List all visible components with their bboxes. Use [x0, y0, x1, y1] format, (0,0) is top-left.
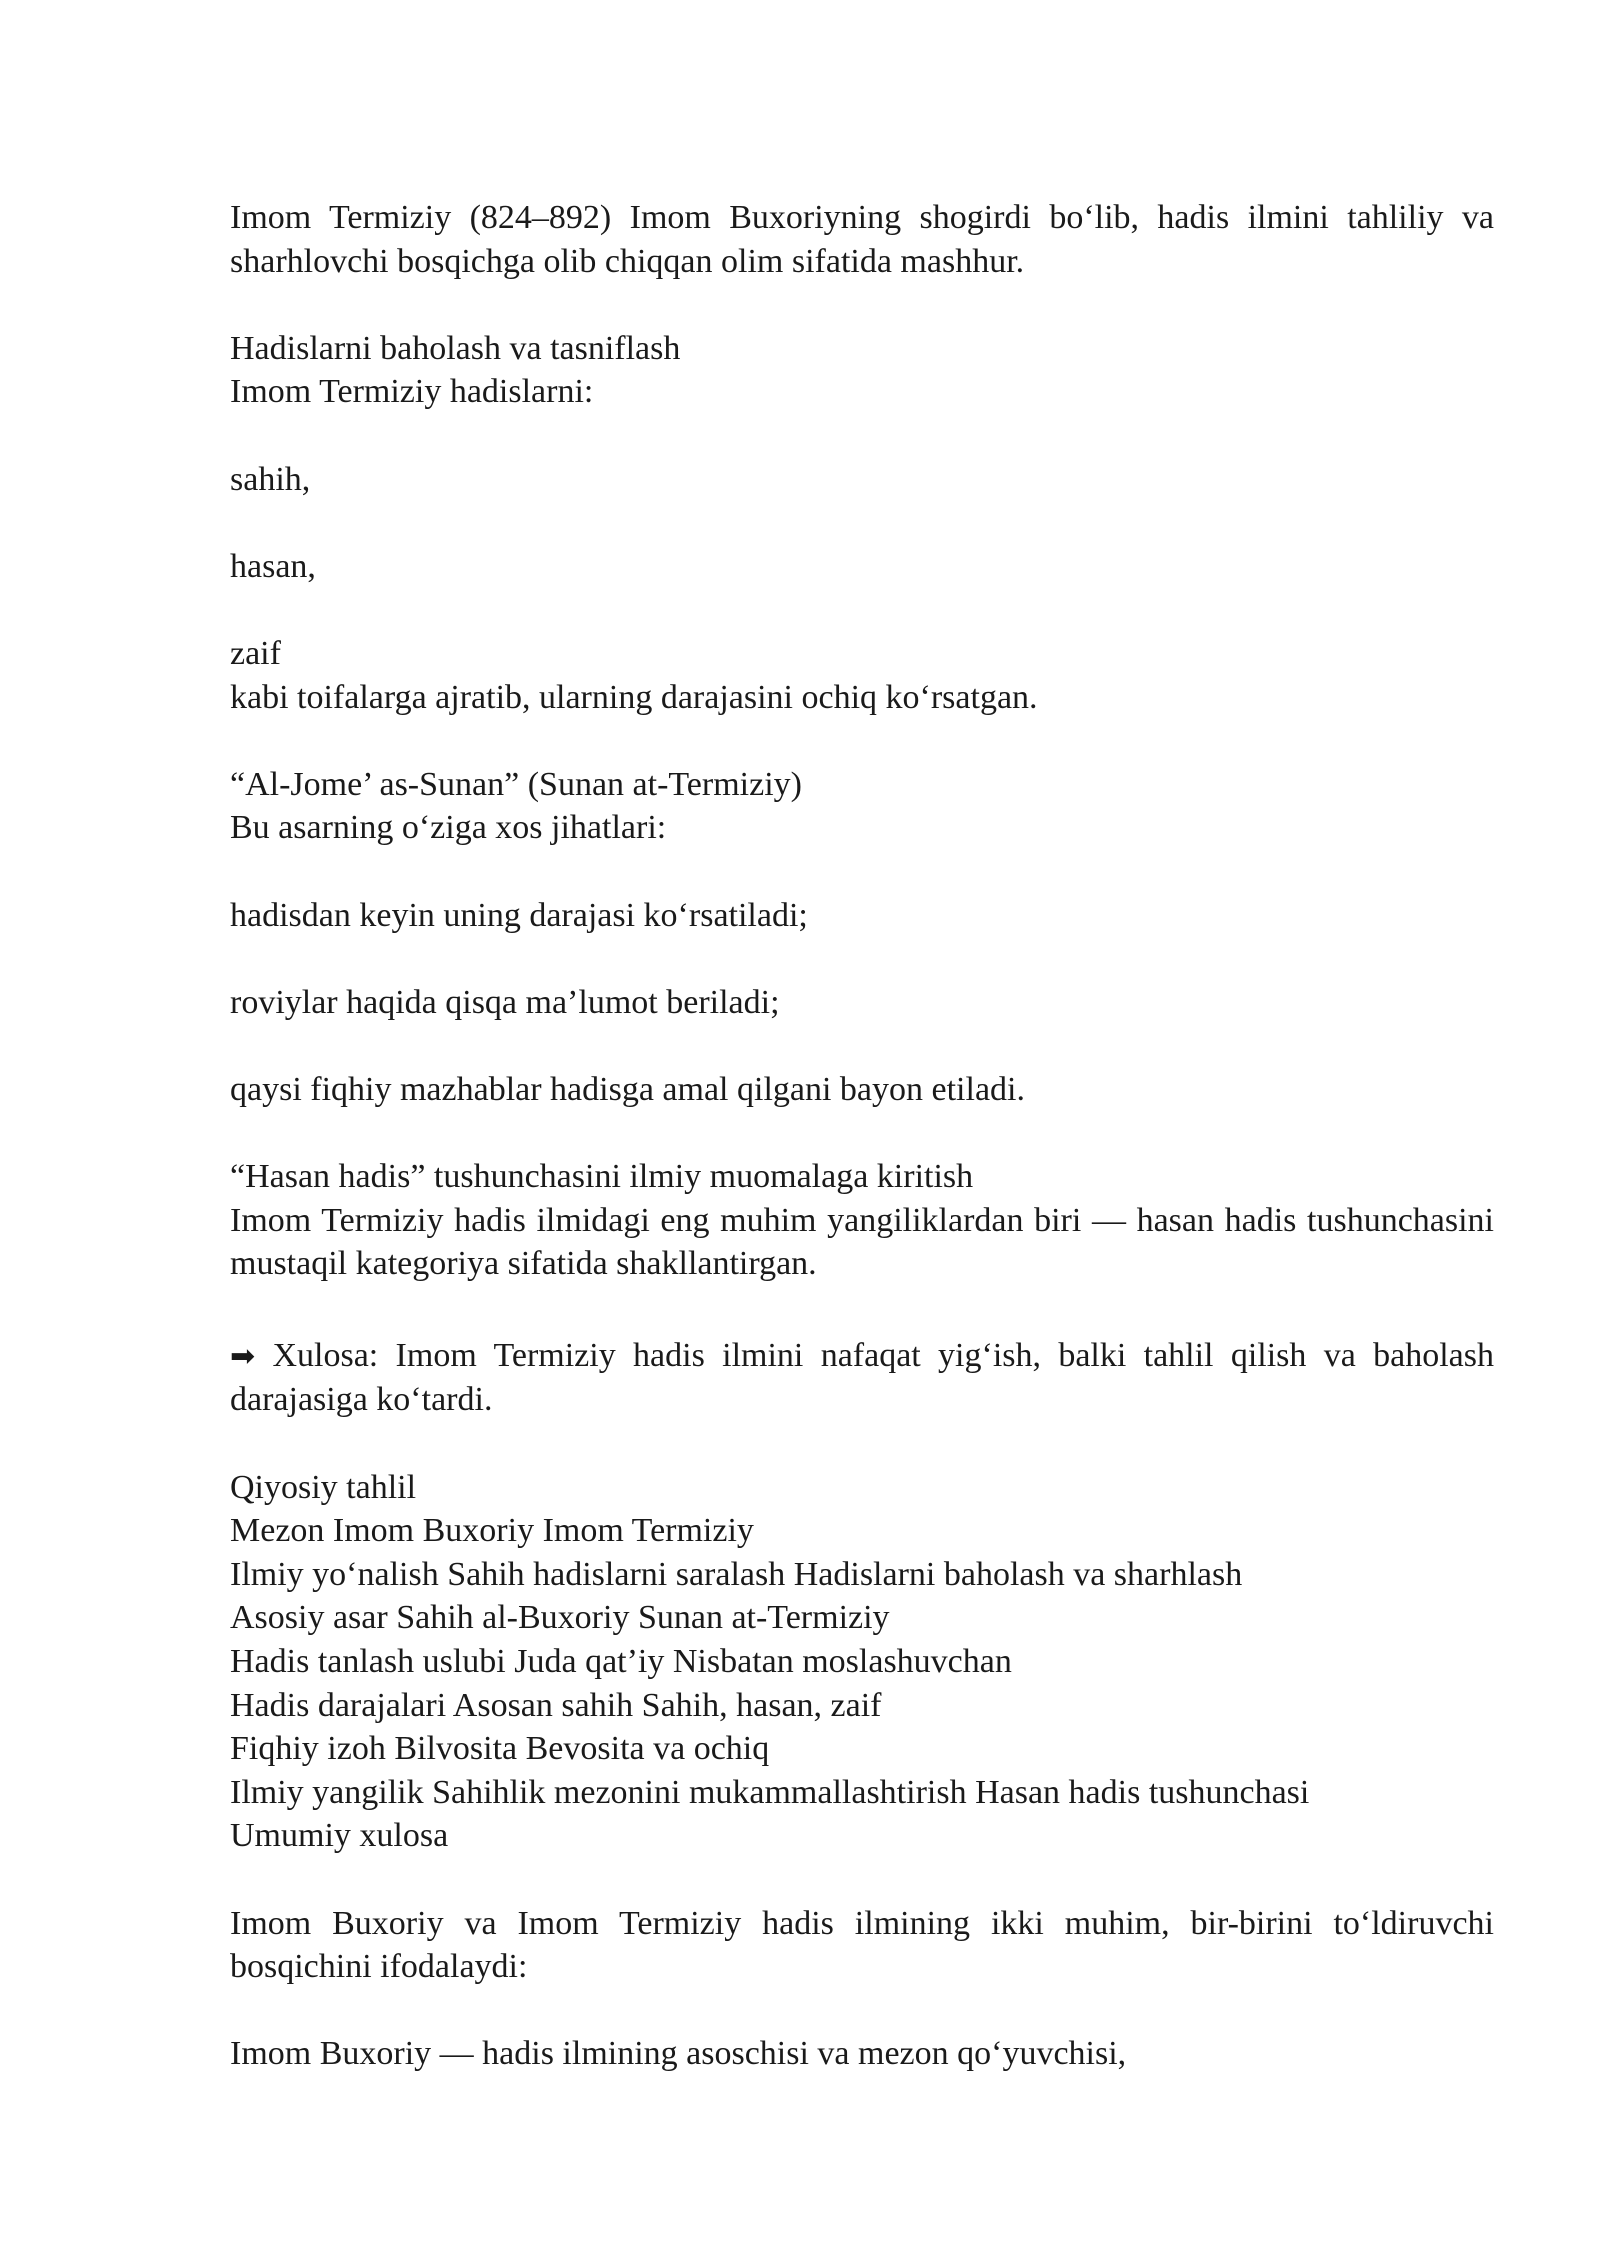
- spacer: [230, 588, 1494, 632]
- comparison-row: Hadis darajalari Asosan sahih Sahih, hasan, zaif: [230, 1686, 882, 1724]
- comparison-heading: Qiyosiy tahlil: [230, 1468, 417, 1506]
- summary-item: Imom Buxoriy — hadis ilmining asoschisi va mezon qo‘yuvchisi,: [230, 2035, 1127, 2073]
- section-heading-evaluation: Hadislarni baholash va tasniflash: [230, 329, 681, 367]
- spacer: [230, 1422, 1494, 1466]
- comparison-row: Ilmiy yo‘nalish Sahih hadislarni saralash Hadislarni baholash va sharhlash: [230, 1555, 1243, 1593]
- spacer: [230, 501, 1494, 545]
- spacer: [230, 1989, 1494, 2033]
- spacer: [230, 1286, 1494, 1334]
- section-heading-sunan: “Al-Jome’ as-Sunan” (Sunan at-Termiziy): [230, 765, 802, 803]
- conclusion-text: Xulosa: Imom Termiziy hadis ilmini nafaqat yig‘ish, balki tahlil qilish va baholash darajasiga ko‘tardi.: [230, 1336, 1494, 1419]
- summary-heading: Umumiy xulosa: [230, 1817, 449, 1855]
- section-body: Imom Termiziy hadis ilmidagi eng muhim yangiliklardan biri — hasan hadis tushunchasini mustaqil kategoriya sifatida shakllantirgan.: [230, 1201, 1494, 1283]
- spacer: [230, 1024, 1494, 1068]
- comparison-row: Hadis tanlash uslubi Juda qat’iy Nisbatan moslashuvchan: [230, 1643, 1012, 1680]
- arrow-right-icon: ➡: [230, 1338, 256, 1374]
- spacer: [230, 937, 1494, 981]
- spacer: [230, 1111, 1494, 1155]
- intro-paragraph: Imom Termiziy (824–892) Imom Buxoriyning shogirdi bo‘lib, hadis ilmini tahliliy va sharhlovchi bosqichga olib chiqqan olim sifatida mashhur.: [230, 199, 1494, 280]
- summary-body: Imom Buxoriy va Imom Termiziy hadis ilmining ikki muhim, bir-birini to‘ldiruvchi bosqichini ifodalaydi:: [230, 1904, 1494, 1986]
- comparison-row: Asosiy asar Sahih al-Buxoriy Sunan at-Termiziy: [230, 1599, 890, 1637]
- comparison-row: Ilmiy yangilik Sahihlik mezonini mukammallashtirish Hasan hadis tushunchasi: [230, 1773, 1310, 1811]
- list-item: qaysi fiqhiy mazhablar hadisga amal qilgani bayon etiladi.: [230, 1070, 1025, 1108]
- list-item: hasan,: [230, 547, 316, 585]
- section-lead: Imom Termiziy hadislarni:: [230, 373, 594, 411]
- section-tail: kabi toifalarga ajratib, ularning darajasini ochiq ko‘rsatgan.: [230, 678, 1038, 716]
- list-item: sahih,: [230, 460, 311, 498]
- document-body: [230, 196, 1494, 2076]
- list-item: zaif: [230, 634, 281, 672]
- spacer: [230, 283, 1494, 327]
- list-item: roviylar haqida qisqa ma’lumot beriladi;: [230, 983, 780, 1021]
- section-heading-hasan: “Hasan hadis” tushunchasini ilmiy muomalaga kiritish: [230, 1158, 974, 1196]
- comparison-row: Fiqhiy izoh Bilvosita Bevosita va ochiq: [230, 1730, 770, 1768]
- section-lead: Bu asarning o‘ziga xos jihatlari:: [230, 809, 667, 847]
- spacer: [230, 719, 1494, 763]
- list-item: hadisdan keyin uning darajasi ko‘rsatiladi;: [230, 896, 808, 934]
- spacer: [230, 1858, 1494, 1902]
- conclusion-paragraph: [230, 1334, 1494, 1422]
- spacer: [230, 414, 1494, 458]
- comparison-row: Mezon Imom Buxoriy Imom Termiziy: [230, 1512, 754, 1550]
- spacer: [230, 850, 1494, 894]
